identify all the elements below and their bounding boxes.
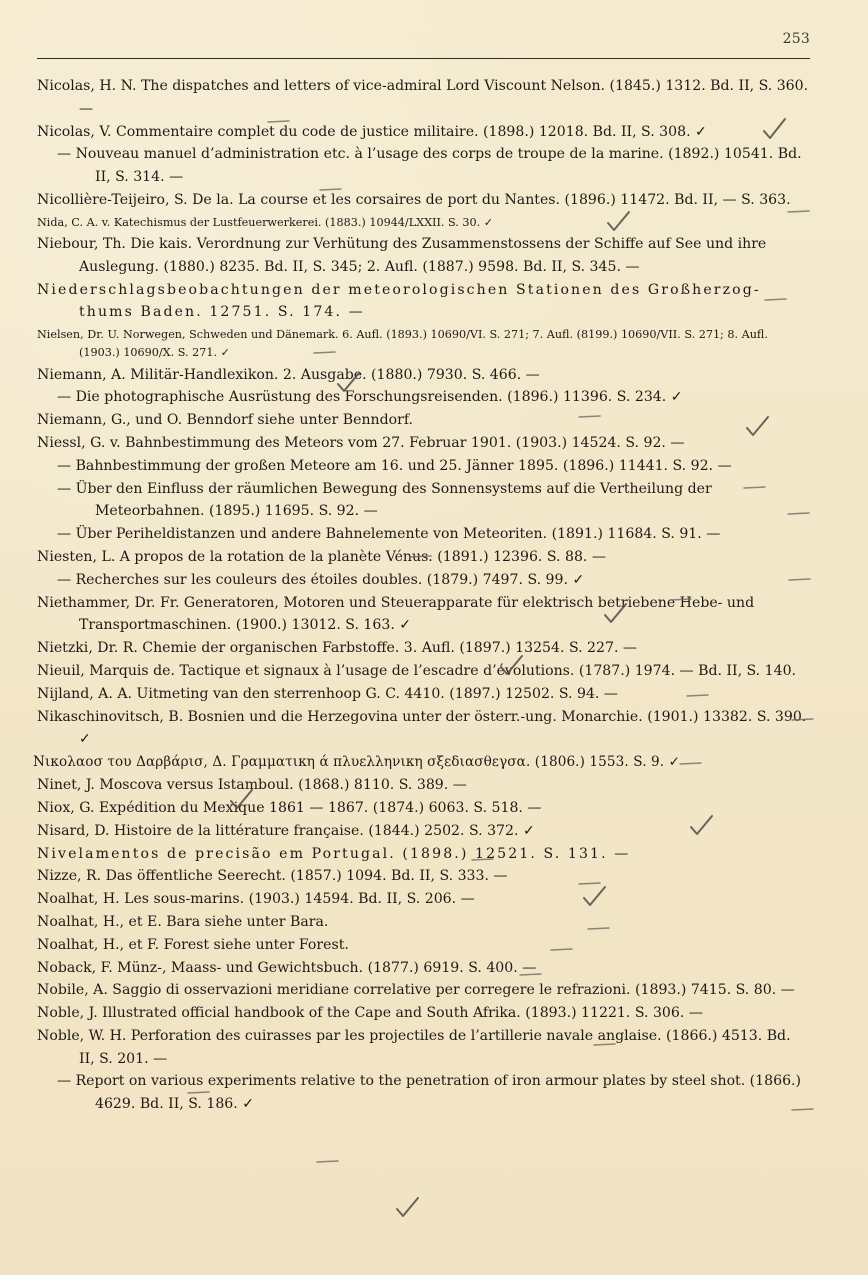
entry-greek-title: Νικολαοσ του Δαρβάρισ, Δ. Γραμματικη ά πλυελληνικη σξεδιασθεγσα. (1806.) 1553. S. 9. ✓ [33, 754, 681, 771]
entry-niebour: Niebour, Th. Die kais. Verordnung zur Verhütung des Zusammenstossens der Schiffe auf See und ihre Auslegung. (1880.) 8235. Bd. II, S. 345; 2. Aufl. (1887.) 9598. Bd. II, S. 345. — [37, 235, 767, 275]
pencil-dash-icon [315, 1158, 341, 1166]
entry-niemann-g: Niemann, G., und O. Benndorf siehe unter Benndorf. [37, 412, 414, 429]
entry-noalhat-forest: Noalhat, H., et F. Forest siehe unter Forest. [37, 936, 349, 953]
entry-noback: Noback, F. Münz-, Maass- und Gewichtsbuch. (1877.) 6919. S. 400. — [37, 959, 537, 976]
entry-niemann-a: Niemann, A. Militär-Handlexikon. 2. Ausgabe. (1880.) 7930. S. 466. — [37, 366, 540, 383]
entry-nida: Nida, C. A. v. Katechismus der Lustfeuerwerkerei. (1883.) 10944/LXXII. S. 30. ✓ [37, 215, 494, 229]
entry-recherches: — Recherches sur les couleurs des étoiles doubles. (1879.) 7497. S. 99. ✓ [57, 571, 585, 588]
entry-nietzki: Nietzki, Dr. R. Chemie der organischen Farbstoffe. 3. Aufl. (1897.) 13254. S. 227. — [37, 640, 638, 657]
entry-nielsen: Nielsen, Dr. U. Norwegen, Schweden und Dänemark. 6. Aufl. (1893.) 10690/VI. S. 271; 7. Aufl. (8199.) 10690/VII. S. 271; 8. Aufl. (1903.) 10690/X. S. 271. ✓ [37, 328, 768, 360]
entry-ninet: Ninet, J. Moscova versus Istamboul. (1868.) 8110. S. 389. — [37, 777, 467, 794]
entry-noalhat-bara: Noalhat, H., et E. Bara siehe unter Bara. [37, 913, 329, 930]
entry-nieuil: Nieuil, Marquis de. Tactique et signaux à l’usage de l’escadre d’évolutions. (1787.) 1974. — Bd. II, S. 140. [37, 662, 797, 679]
pencil-check-icon [392, 1194, 426, 1220]
entry-nikaschinovitsch: Nikaschinovitsch, B. Bosnien und die Herzegovina unter der österr.-ung. Monarchie. (1901.) 13382. S. 390. ✓ [37, 708, 807, 748]
entry-periheldistanzen: — Über Periheldistanzen und andere Bahnelemente von Meteoriten. (1891.) 11684. S. 91. — [57, 526, 721, 543]
entry-nouveau-manuel: — Nouveau manuel d’administration etc. à l’usage des corps de troupe de la marine. (1892.) 10541. Bd. II, S. 314. — [57, 146, 802, 186]
entry-nijland: Nijland, A. A. Uitmeting van den sterrenhoop G. C. 4410. (1897.) 12502. S. 94. — [37, 685, 618, 702]
entry-niesten: Niesten, L. A propos de la rotation de la planète Vénus. (1891.) 12396. S. 88. — [37, 548, 606, 565]
page-header [37, 28, 810, 59]
entry-nicolas-hn: Nicolas, H. N. The dispatches and letters of vice-admiral Lord Viscount Nelson. (1845.) 1312. Bd. II, S. 360. — [37, 78, 809, 117]
entry-nobile: Nobile, A. Saggio di osservazioni meridiane correlative per corregere le refrazioni. (1893.) 7415. S. 80. — [37, 982, 795, 999]
entry-noble-wh: Noble, W. H. Perforation des cuirasses par les projectiles de l’artillerie navale anglaise. (1866.) 4513. Bd. II, S. 201. — [37, 1027, 791, 1067]
entry-bahnbestimmung: — Bahnbestimmung der großen Meteore am 16. und 25. Jänner 1895. (1896.) 11441. S. 92. — [57, 457, 732, 474]
entry-nivelamentos: Nivelamentos de precisão em Portugal. (1898.) 12521. S. 131. — [37, 845, 631, 862]
entry-nicolas-v: Nicolas, V. Commentaire complet du code de justice militaire. (1898.) 12018. Bd. II, S. 308. ✓ [37, 123, 707, 140]
entry-niox: Niox, G. Expédition du Mexique 1861 — 1867. (1874.) 6063. S. 518. — [37, 799, 542, 816]
entry-noble-j: Noble, J. Illustrated official handbook of the Cape and South Afrika. (1893.) 11221. S. 306. — [37, 1005, 703, 1022]
index-entries [33, 75, 809, 1116]
entry-nicolliere: Nicollière-Teijeiro, S. De la. La course et les corsaires de port du Nantes. (1896.) 11472. Bd. II, — S. 363. [37, 191, 791, 208]
entry-niessl: Niessl, G. v. Bahnbestimmung des Meteors vom 27. Februar 1901. (1903.) 14524. S. 92. — [37, 434, 685, 451]
entry-nizze: Nizze, R. Das öffentliche Seerecht. (1857.) 1094. Bd. II, S. 333. — [37, 868, 508, 885]
page-number: 253 [782, 31, 810, 47]
entry-photographische: — Die photographische Ausrüstung des Forschungsreisenden. (1896.) 11396. S. 234. ✓ [57, 389, 683, 406]
entry-einfluss: — Über den Einfluss der räumlichen Bewegung des Sonnensystems auf die Vertheilung der Meteorbahnen. (1895.) 11695. S. 92. — [57, 480, 712, 520]
entry-niederschlags: Niederschlagsbeobachtungen der meteorologischen Stationen des Großherzog- thums Baden. 12751. S. 174. — [37, 281, 761, 321]
entry-nisard: Nisard, D. Histoire de la littérature française. (1844.) 2502. S. 372. ✓ [37, 822, 535, 839]
entry-noalhat-h: Noalhat, H. Les sous-marins. (1903.) 14594. Bd. II, S. 206. — [37, 891, 475, 908]
entry-niethammer: Niethammer, Dr. Fr. Generatoren, Motoren und Steuerapparate für elektrisch betriebene Hebe- und Transportmaschinen. (1900.) 13012. S. 163. ✓ [37, 594, 755, 634]
entry-report-various: — Report on various experiments relative to the penetration of iron armour plates by steel shot. (1866.) 4629. Bd. II, S. 186. ✓ [57, 1073, 802, 1113]
